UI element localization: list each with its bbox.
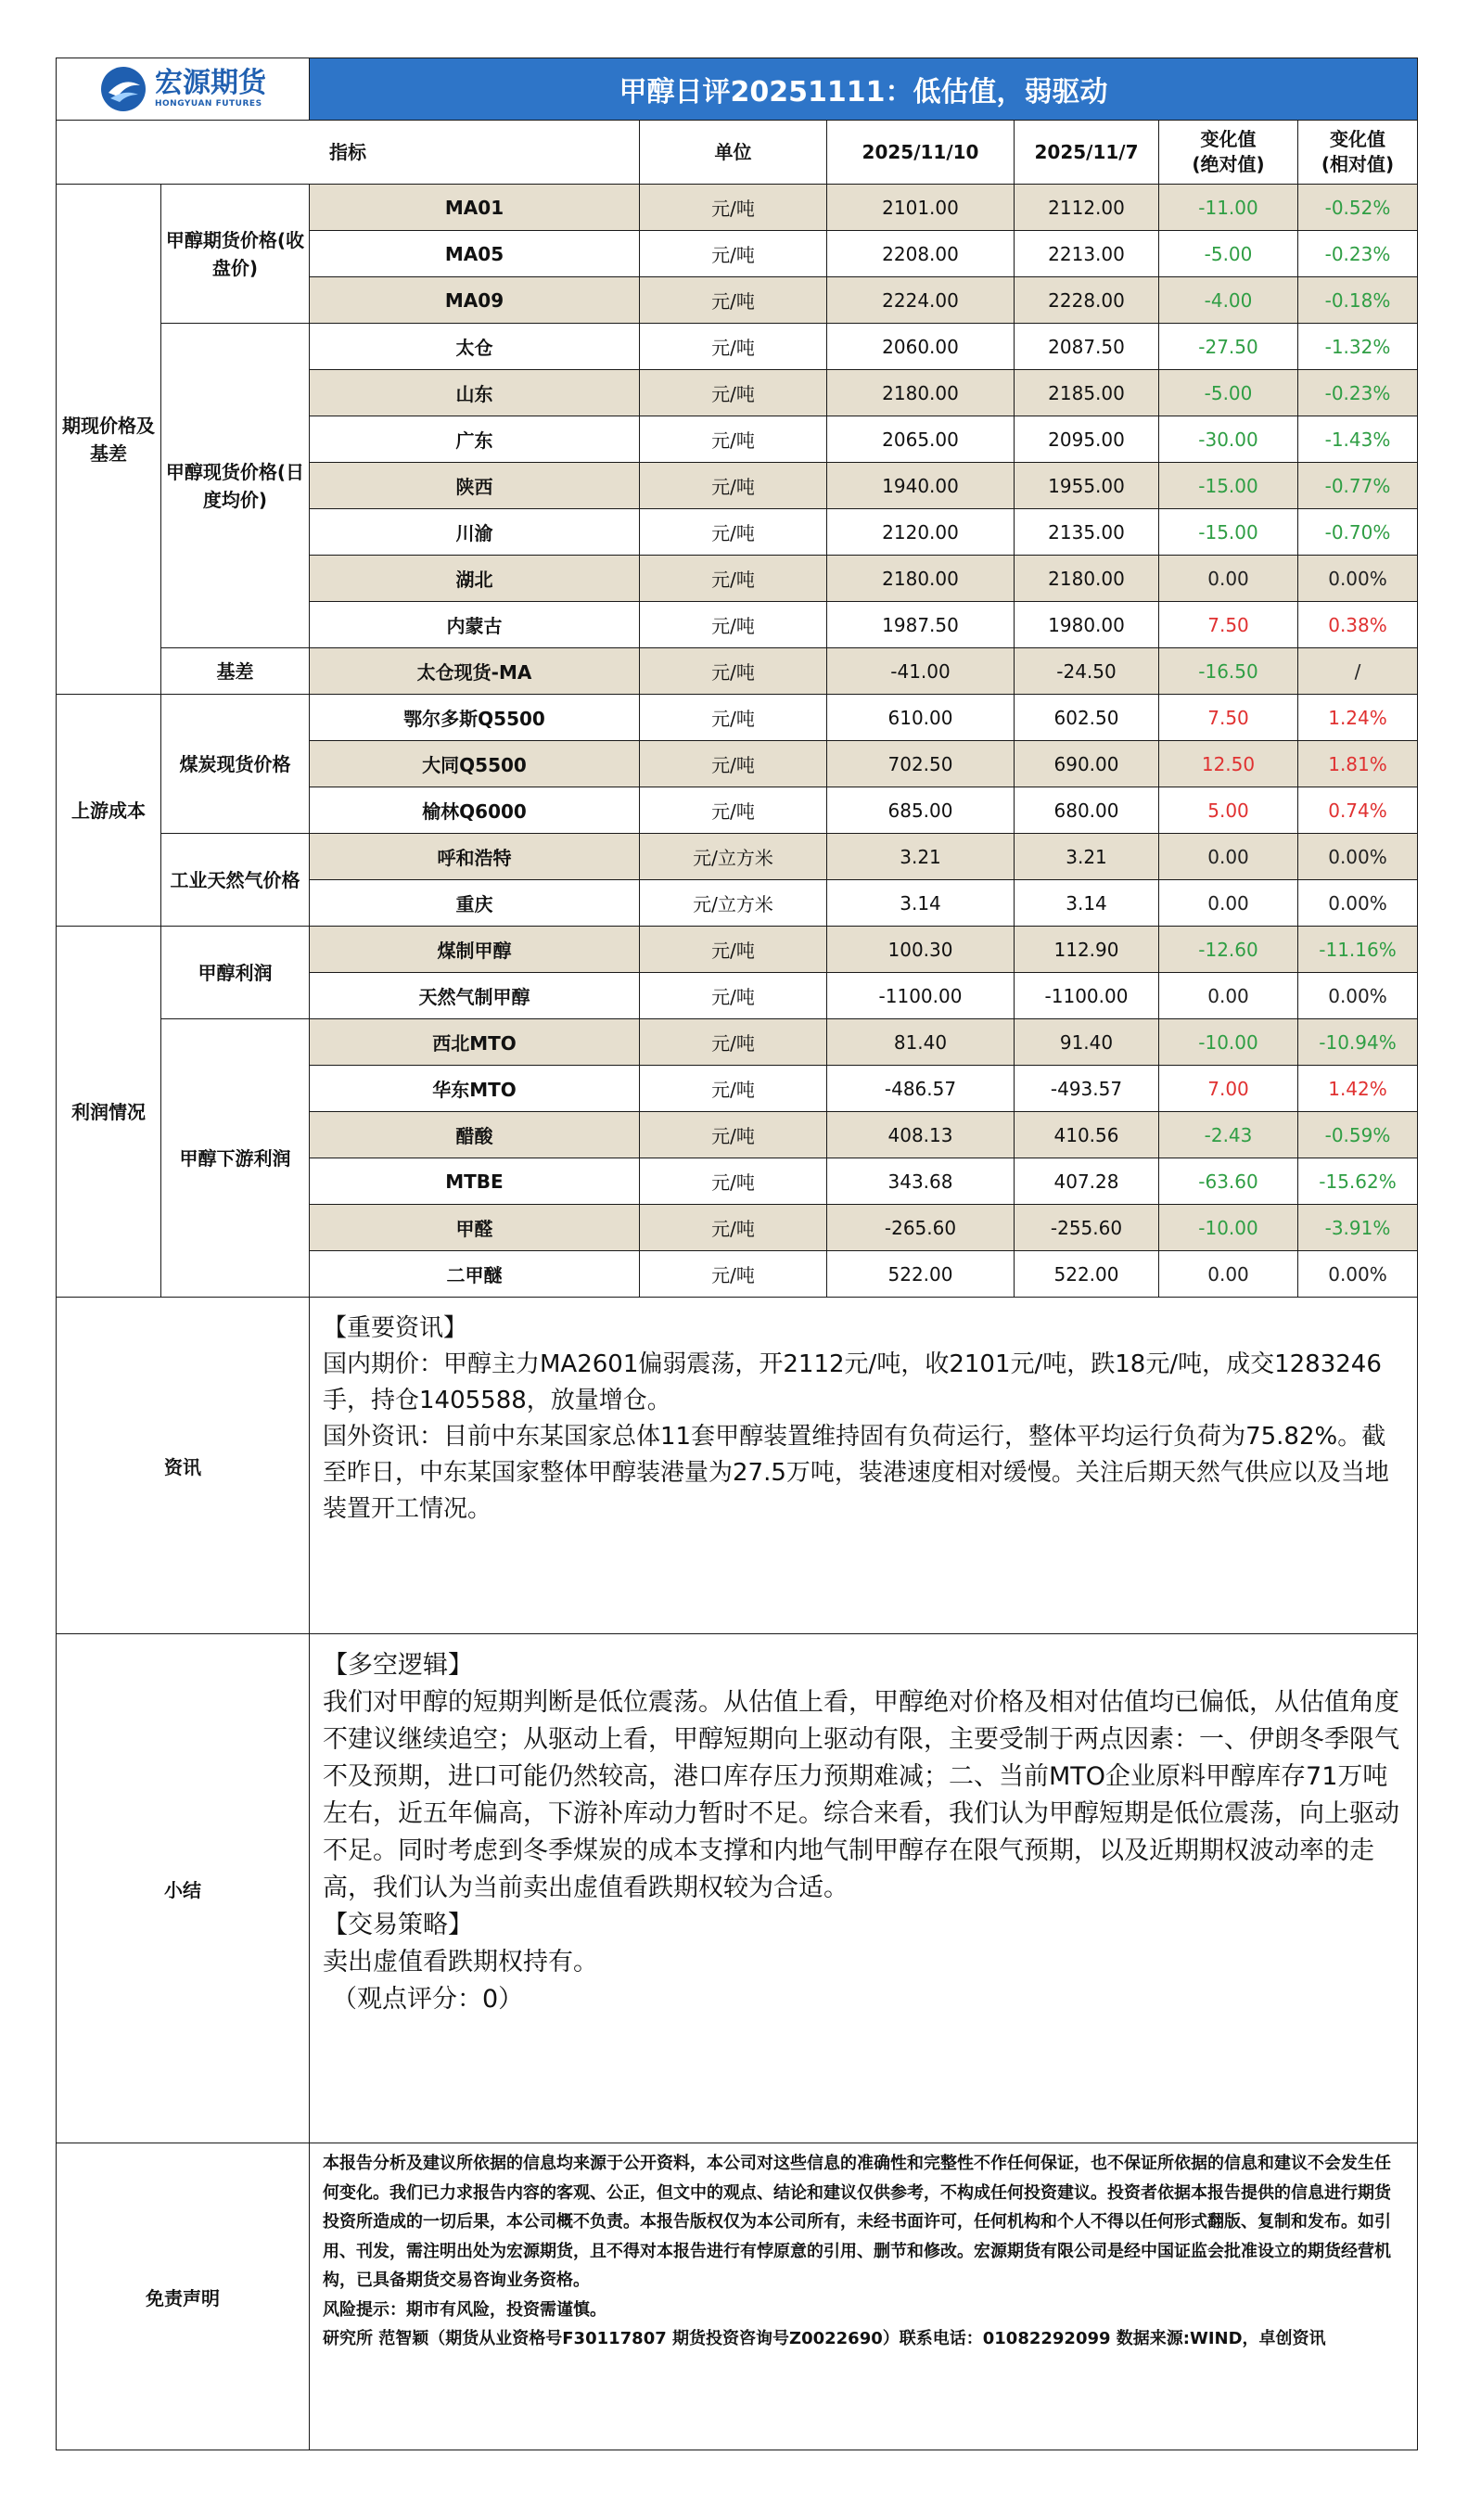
indicator-name: MA01: [310, 185, 640, 231]
change-absolute: 12.50: [1159, 741, 1298, 787]
section-label: 期现价格及基差: [57, 185, 161, 695]
unit-cell: 元/吨: [640, 1251, 827, 1298]
indicator-name: 天然气制甲醇: [310, 973, 640, 1019]
value-date1: 2224.00: [827, 277, 1015, 324]
group-label: 甲醇现货价格(日度均价): [161, 324, 310, 648]
change-absolute: -10.00: [1159, 1019, 1298, 1066]
unit-cell: 元/吨: [640, 463, 827, 509]
indicator-name: 太仓: [310, 324, 640, 370]
change-absolute: -5.00: [1159, 231, 1298, 277]
unit-cell: 元/吨: [640, 1066, 827, 1112]
table-row: [57, 695, 1418, 741]
header-unit: 单位: [640, 121, 827, 185]
change-relative: -0.23%: [1298, 231, 1418, 277]
value-date2: 3.14: [1015, 880, 1159, 927]
unit-cell: 元/吨: [640, 370, 827, 416]
change-absolute: 0.00: [1159, 880, 1298, 927]
header-change-abs: 变化值 (绝对值): [1159, 121, 1298, 185]
report-title: 甲醇日评20251111：低估值，弱驱动: [310, 58, 1418, 121]
value-date1: 2060.00: [827, 324, 1015, 370]
strategy-text: 卖出虚值看跌期权持有。: [323, 1947, 598, 1976]
group-label: 基差: [161, 648, 310, 695]
header-date2: 2025/11/7: [1015, 121, 1159, 185]
value-date2: 2095.00: [1015, 416, 1159, 463]
value-date2: 3.21: [1015, 834, 1159, 880]
news-heading: 【重要资讯】: [323, 1314, 468, 1342]
value-date2: 91.40: [1015, 1019, 1159, 1066]
summary-body: [310, 1634, 1418, 2143]
value-date2: 2135.00: [1015, 509, 1159, 556]
value-date2: 2228.00: [1015, 277, 1159, 324]
unit-cell: 元/吨: [640, 1205, 827, 1251]
brand-name-en: HONGYUAN FUTURES: [155, 99, 262, 109]
table-row: [57, 834, 1418, 880]
value-date2: 112.90: [1015, 927, 1159, 973]
value-date1: -41.00: [827, 648, 1015, 695]
group-label: 煤炭现货价格: [161, 695, 310, 834]
indicator-name: 重庆: [310, 880, 640, 927]
change-absolute: -63.60: [1159, 1158, 1298, 1205]
methanol-daily-table: [56, 58, 1418, 2450]
change-relative: -0.77%: [1298, 463, 1418, 509]
value-date2: 410.56: [1015, 1112, 1159, 1158]
value-date1: 81.40: [827, 1019, 1015, 1066]
change-relative: 0.38%: [1298, 602, 1418, 648]
summary-label: 小结: [57, 1634, 310, 2143]
indicator-name: 二甲醚: [310, 1251, 640, 1298]
view-score: （观点评分：0）: [332, 1984, 524, 2014]
group-label: 甲醇利润: [161, 927, 310, 1019]
value-date1: 522.00: [827, 1251, 1015, 1298]
change-relative: -0.59%: [1298, 1112, 1418, 1158]
unit-cell: 元/吨: [640, 231, 827, 277]
report-sheet: [56, 58, 1417, 2450]
change-relative: -10.94%: [1298, 1019, 1418, 1066]
indicator-name: 华东MTO: [310, 1066, 640, 1112]
value-date1: 2065.00: [827, 416, 1015, 463]
value-date1: 702.50: [827, 741, 1015, 787]
change-relative: 0.00%: [1298, 973, 1418, 1019]
disclaimer-label: 免责声明: [57, 2143, 310, 2450]
title-row: [57, 58, 1418, 121]
value-date1: 2101.00: [827, 185, 1015, 231]
summary-block: [57, 1634, 1418, 2143]
disclaimer-block: [57, 2143, 1418, 2450]
value-date1: 100.30: [827, 927, 1015, 973]
section-label: 利润情况: [57, 927, 161, 1298]
indicator-name: 广东: [310, 416, 640, 463]
change-relative: -3.91%: [1298, 1205, 1418, 1251]
indicator-name: MTBE: [310, 1158, 640, 1205]
group-label: 工业天然气价格: [161, 834, 310, 927]
value-date2: 2213.00: [1015, 231, 1159, 277]
value-date1: 3.14: [827, 880, 1015, 927]
table-row: [57, 648, 1418, 695]
change-absolute: -5.00: [1159, 370, 1298, 416]
change-absolute: -2.43: [1159, 1112, 1298, 1158]
value-date1: 343.68: [827, 1158, 1015, 1205]
change-absolute: 0.00: [1159, 973, 1298, 1019]
unit-cell: 元/吨: [640, 741, 827, 787]
indicator-name: MA05: [310, 231, 640, 277]
indicator-name: 山东: [310, 370, 640, 416]
indicator-name: 甲醛: [310, 1205, 640, 1251]
value-date1: 685.00: [827, 787, 1015, 834]
change-absolute: 7.00: [1159, 1066, 1298, 1112]
value-date1: 1987.50: [827, 602, 1015, 648]
table-row: [57, 1019, 1418, 1066]
unit-cell: 元/吨: [640, 787, 827, 834]
analyst-info: 研究所 范智颖（期货从业资格号F30117807 期货投资咨询号Z0022690）联系电话：01082292099 数据来源:WIND，卓创资讯: [323, 2329, 1326, 2348]
change-relative: -15.62%: [1298, 1158, 1418, 1205]
change-absolute: -15.00: [1159, 509, 1298, 556]
value-date2: 2185.00: [1015, 370, 1159, 416]
change-relative: 0.00%: [1298, 880, 1418, 927]
value-date1: 2120.00: [827, 509, 1015, 556]
change-relative: -0.23%: [1298, 370, 1418, 416]
change-relative: -0.52%: [1298, 185, 1418, 231]
value-date2: 1980.00: [1015, 602, 1159, 648]
unit-cell: 元/吨: [640, 1158, 827, 1205]
change-absolute: -11.00: [1159, 185, 1298, 231]
header-change-rel: 变化值 (相对值): [1298, 121, 1418, 185]
change-absolute: -15.00: [1159, 463, 1298, 509]
logic-heading: 【多空逻辑】: [323, 1651, 473, 1680]
change-relative: -0.70%: [1298, 509, 1418, 556]
change-absolute: -27.50: [1159, 324, 1298, 370]
value-date1: 2180.00: [827, 556, 1015, 602]
news-label: 资讯: [57, 1298, 310, 1634]
section-label: 上游成本: [57, 695, 161, 927]
indicator-name: 大同Q5500: [310, 741, 640, 787]
unit-cell: 元/吨: [640, 1019, 827, 1066]
indicator-name: 西北MTO: [310, 1019, 640, 1066]
unit-cell: 元/立方米: [640, 834, 827, 880]
change-absolute: -12.60: [1159, 927, 1298, 973]
value-date1: -486.57: [827, 1066, 1015, 1112]
value-date2: 2112.00: [1015, 185, 1159, 231]
brand-logo: [57, 58, 310, 121]
change-relative: 1.42%: [1298, 1066, 1418, 1112]
value-date1: 2208.00: [827, 231, 1015, 277]
disclaimer-body: [310, 2143, 1418, 2450]
indicator-name: 湖北: [310, 556, 640, 602]
value-date2: -255.60: [1015, 1205, 1159, 1251]
value-date2: -24.50: [1015, 648, 1159, 695]
risk-warning: 风险提示：期市有风险，投资需谨慎。: [323, 2299, 606, 2320]
change-absolute: -10.00: [1159, 1205, 1298, 1251]
change-absolute: 0.00: [1159, 834, 1298, 880]
unit-cell: 元/吨: [640, 324, 827, 370]
unit-cell: 元/立方米: [640, 880, 827, 927]
value-date1: -265.60: [827, 1205, 1015, 1251]
unit-cell: 元/吨: [640, 648, 827, 695]
strategy-heading: 【交易策略】: [323, 1910, 473, 1939]
value-date1: 3.21: [827, 834, 1015, 880]
value-date2: 522.00: [1015, 1251, 1159, 1298]
unit-cell: 元/吨: [640, 1112, 827, 1158]
news-overseas: 国外资讯：目前中东某国家总体11套甲醇装置维持固有负荷运行，整体平均运行负荷为75.82%。截至昨日，中东某国家整体甲醇装港量为27.5万吨，装港速度相对缓慢。关注后期天然气供应以及当地装置开工情况。: [323, 1423, 1389, 1523]
news-domestic: 国内期价：甲醇主力MA2601偏弱震荡，开2112元/吨，收2101元/吨，跌18元/吨，成交1283246手，持仓1405588，放量增仓。: [323, 1350, 1382, 1414]
value-date1: 2180.00: [827, 370, 1015, 416]
unit-cell: 元/吨: [640, 185, 827, 231]
change-relative: -0.18%: [1298, 277, 1418, 324]
table-row: [57, 324, 1418, 370]
value-date2: 2180.00: [1015, 556, 1159, 602]
indicator-name: 醋酸: [310, 1112, 640, 1158]
value-date2: -493.57: [1015, 1066, 1159, 1112]
unit-cell: 元/吨: [640, 602, 827, 648]
change-relative: -11.16%: [1298, 927, 1418, 973]
unit-cell: 元/吨: [640, 416, 827, 463]
unit-cell: 元/吨: [640, 927, 827, 973]
indicator-name: MA09: [310, 277, 640, 324]
change-absolute: 0.00: [1159, 1251, 1298, 1298]
value-date2: 2087.50: [1015, 324, 1159, 370]
change-relative: -1.32%: [1298, 324, 1418, 370]
value-date1: -1100.00: [827, 973, 1015, 1019]
unit-cell: 元/吨: [640, 509, 827, 556]
value-date2: 602.50: [1015, 695, 1159, 741]
change-relative: 1.24%: [1298, 695, 1418, 741]
unit-cell: 元/吨: [640, 556, 827, 602]
change-absolute: -4.00: [1159, 277, 1298, 324]
brand-name: 宏源期货: [155, 67, 266, 99]
change-relative: -1.43%: [1298, 416, 1418, 463]
indicator-name: 太仓现货-MA: [310, 648, 640, 695]
value-date2: 1955.00: [1015, 463, 1159, 509]
indicator-name: 榆林Q6000: [310, 787, 640, 834]
change-relative: /: [1298, 648, 1418, 695]
value-date2: 680.00: [1015, 787, 1159, 834]
disclaimer-text: 本报告分析及建议所依据的信息均来源于公开资料，本公司对这些信息的准确性和完整性不作任何保证，也不保证所依据的信息和建议不会发生任何变化。我们已力求报告内容的客观、公正，但文中的观点、结论和建议仅供参考，不构成任何投资建议。投资者依据本报告提供的信息进行期货投资所造成的一切后果，本公司概不负责。本报告版权仅为本公司所有，未经书面许可，任何机构和个人不得以任何形式翻版、复制和发布。如引用、刊发，需注明出处为宏源期货，且不得对本报告进行有悖原意的引用、删节和修改。宏源期货有限公司是经中国证监会批准设立的期货经营机构，已具备期货交易咨询业务资格。: [323, 2154, 1391, 2290]
header-indicator: 指标: [57, 121, 640, 185]
indicator-name: 煤制甲醇: [310, 927, 640, 973]
change-relative: 0.00%: [1298, 556, 1418, 602]
change-relative: 0.74%: [1298, 787, 1418, 834]
value-date1: 408.13: [827, 1112, 1015, 1158]
change-absolute: -16.50: [1159, 648, 1298, 695]
value-date1: 610.00: [827, 695, 1015, 741]
unit-cell: 元/吨: [640, 695, 827, 741]
header-date1: 2025/11/10: [827, 121, 1015, 185]
change-absolute: 0.00: [1159, 556, 1298, 602]
value-date2: 690.00: [1015, 741, 1159, 787]
change-relative: 1.81%: [1298, 741, 1418, 787]
indicator-name: 陕西: [310, 463, 640, 509]
indicator-name: 呼和浩特: [310, 834, 640, 880]
value-date2: 407.28: [1015, 1158, 1159, 1205]
table-row: [57, 927, 1418, 973]
change-absolute: 7.50: [1159, 602, 1298, 648]
change-absolute: 7.50: [1159, 695, 1298, 741]
change-absolute: -30.00: [1159, 416, 1298, 463]
header-row: [57, 121, 1418, 185]
news-body: [310, 1298, 1418, 1634]
indicator-name: 内蒙古: [310, 602, 640, 648]
group-label: 甲醇下游利润: [161, 1019, 310, 1298]
value-date2: -1100.00: [1015, 973, 1159, 1019]
group-label: 甲醇期货价格(收盘价): [161, 185, 310, 324]
hongyuan-logo-icon: [99, 65, 147, 113]
table-row: [57, 185, 1418, 231]
change-absolute: 5.00: [1159, 787, 1298, 834]
change-relative: 0.00%: [1298, 1251, 1418, 1298]
indicator-name: 川渝: [310, 509, 640, 556]
news-block: [57, 1298, 1418, 1634]
indicator-name: 鄂尔多斯Q5500: [310, 695, 640, 741]
logic-text: 我们对甲醇的短期判断是低位震荡。从估值上看，甲醇绝对价格及相对估值均已偏低，从估值角度不建议继续追空；从驱动上看，甲醇短期向上驱动有限，主要受制于两点因素：一、伊朗冬季限气不及预期，进口可能仍然较高，港口库存压力预期难减；二、当前MTO企业原料甲醇库存71万吨左右，近五年偏高，下游补库动力暂时不足。综合来看，我们认为甲醇短期是低位震荡，向上驱动不足。同时考虑到冬季煤炭的成本支撑和内地气制甲醇存在限气预期，以及近期期权波动率的走高，我们认为当前卖出虚值看跌期权较为合适。: [323, 1687, 1399, 1902]
unit-cell: 元/吨: [640, 973, 827, 1019]
value-date1: 1940.00: [827, 463, 1015, 509]
change-relative: 0.00%: [1298, 834, 1418, 880]
unit-cell: 元/吨: [640, 277, 827, 324]
